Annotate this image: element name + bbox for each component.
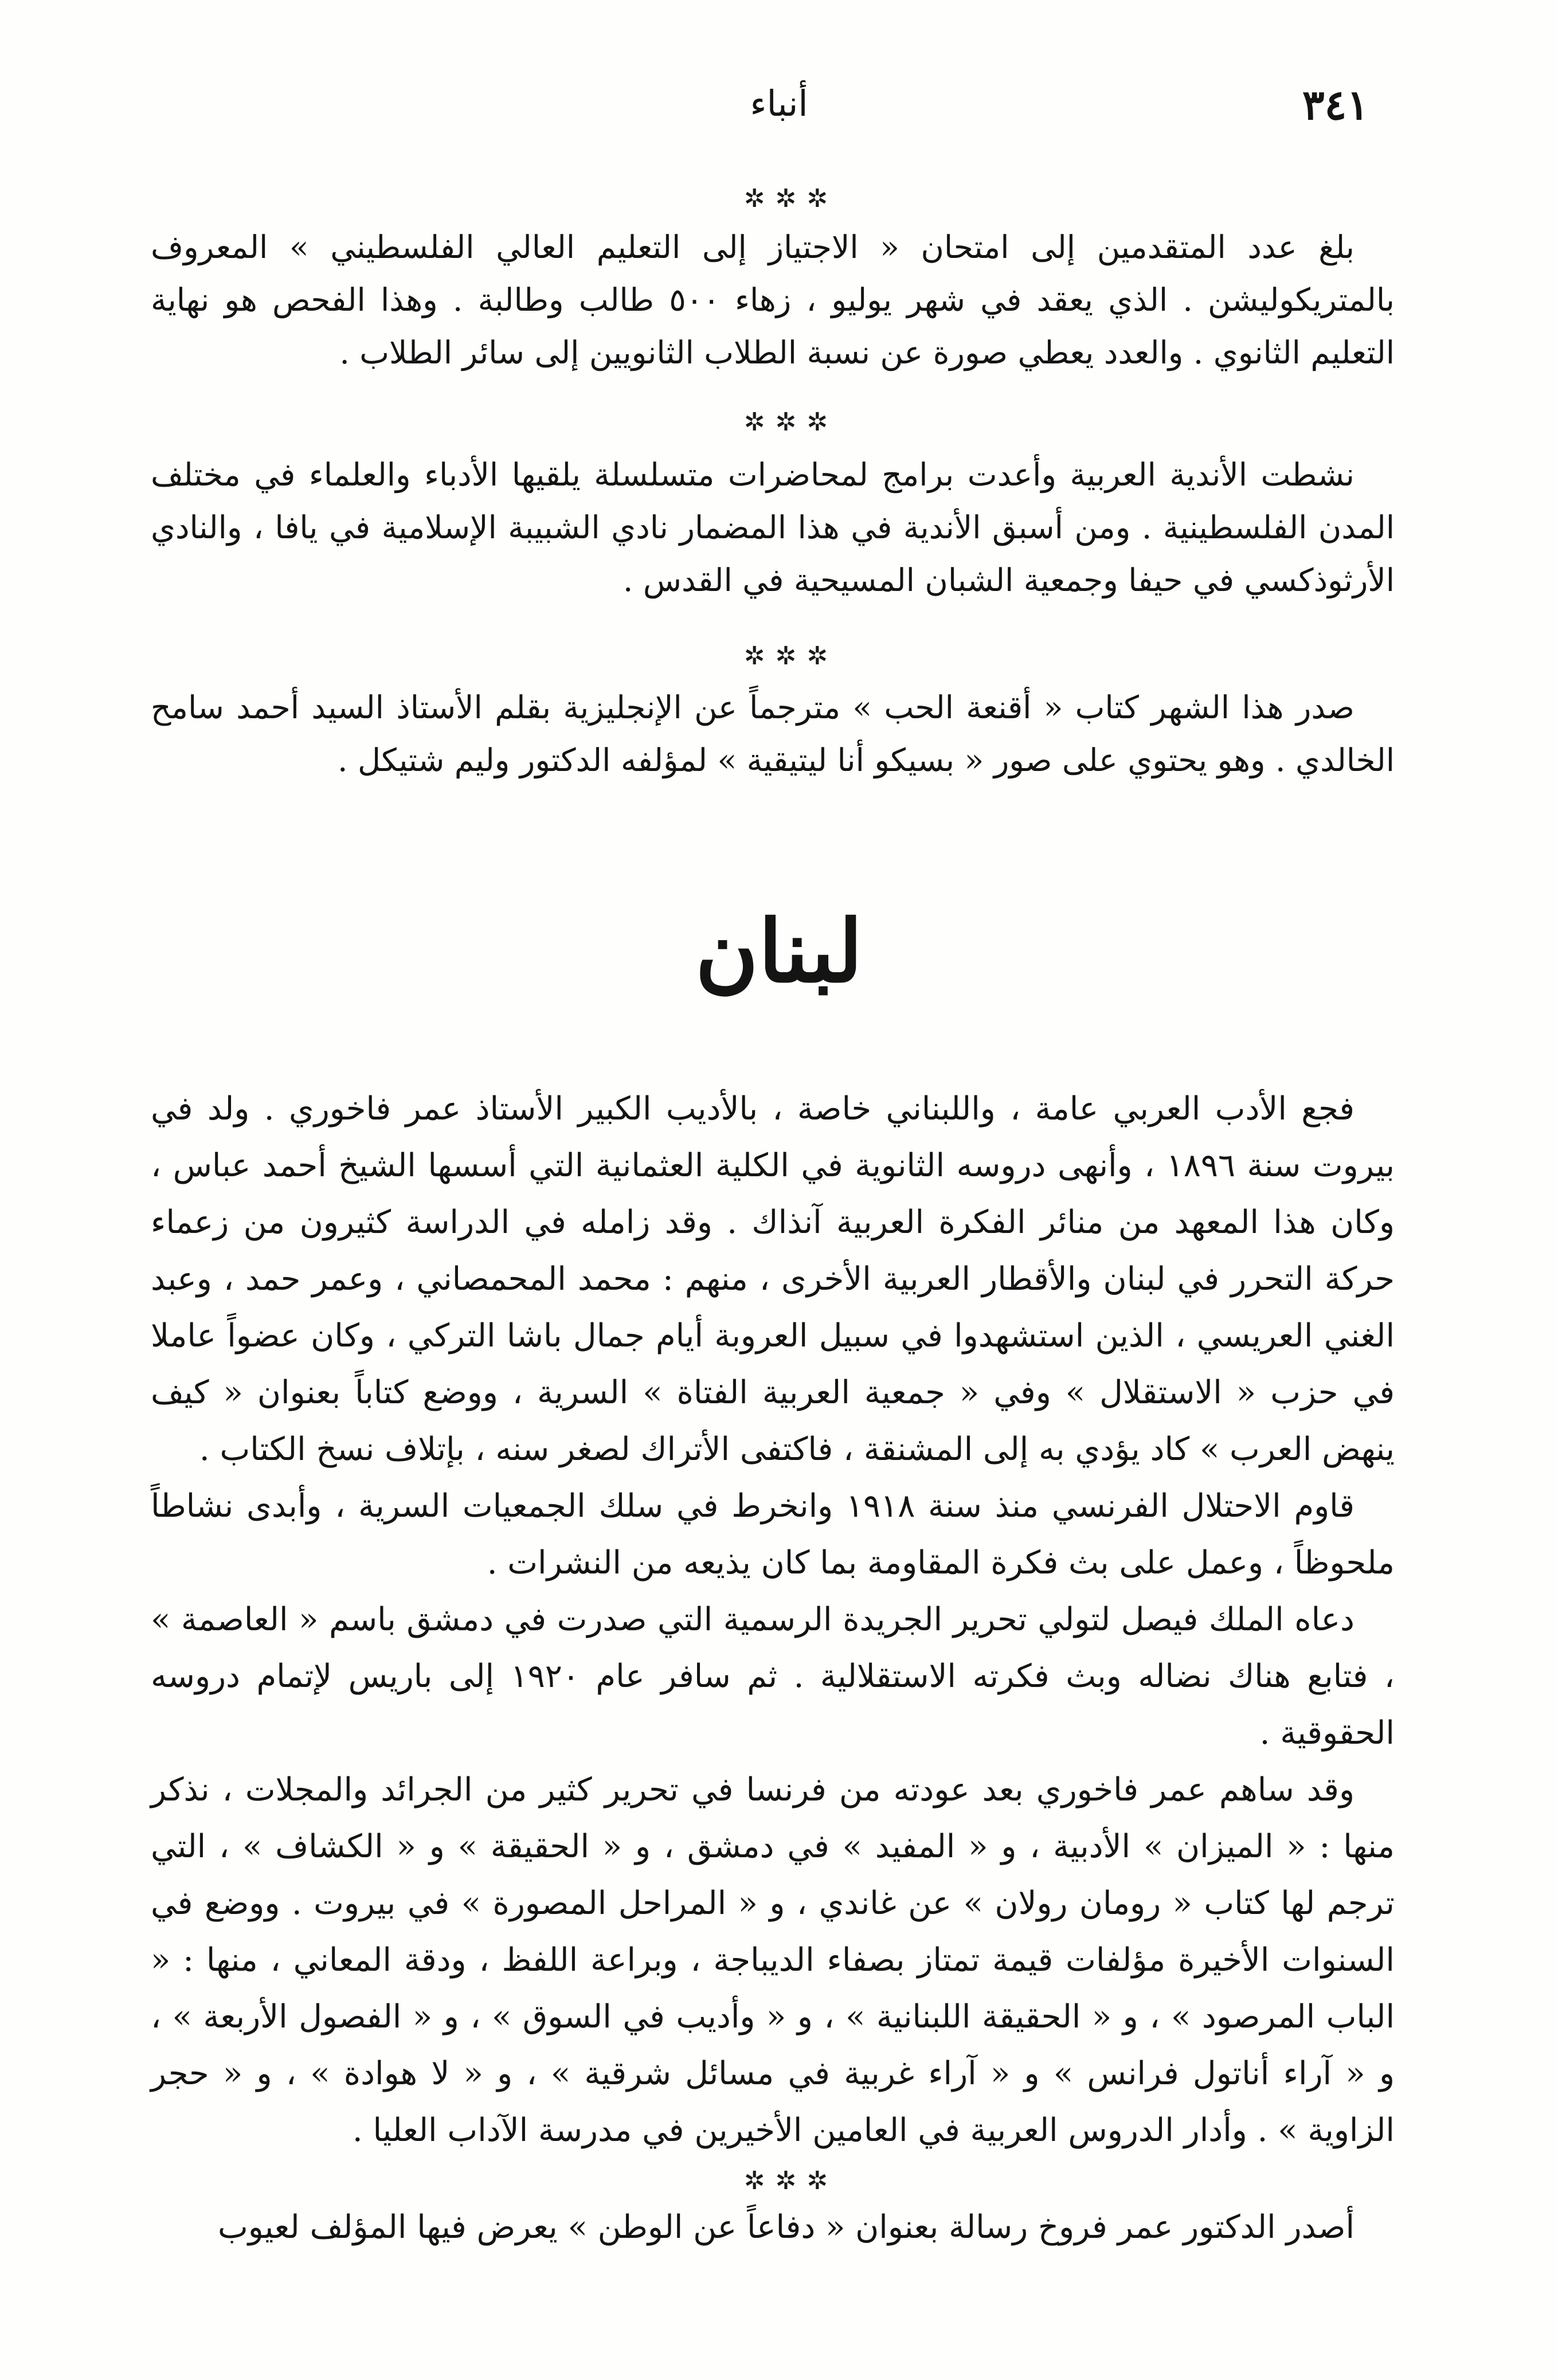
page-header <box>172 75 1386 138</box>
palestine-news-item-3 <box>151 681 1395 786</box>
paragraph: بلغ عدد المتقدمين إلى امتحان « الاجتياز إلى التعليم العالي الفلسطيني » المعروف بالمتريكوليشن . الذي يعقد في شهر يوليو ، زهاء ٥٠٠ طالب وطالبة . وهذا الفحص هو نهاية التعليم الثانوي . والعدد يعطي صورة عن نسبة الطلاب الثانويين إلى سائر الطلاب . <box>151 229 1395 371</box>
lebanon-news-item-2 <box>151 2201 1395 2254</box>
palestine-news-item-1 <box>151 221 1395 379</box>
palestine-news-item-2 <box>151 448 1395 606</box>
section-separator: ✲✲✲ <box>743 408 839 437</box>
paragraph: قاوم الاحتلال الفرنسي منذ سنة ١٩١٨ وانخرط في سلك الجمعيات السرية ، وأبدى نشاطاً ملحوظاً ، وعمل على بث فكرة المقاومة بما كان يذيعه من النشرات . <box>151 1488 1395 1582</box>
running-title: أنباء <box>750 83 808 124</box>
page-number: ٣٤١ <box>1302 80 1369 129</box>
section-separator: ✲✲✲ <box>743 2166 839 2195</box>
paragraph: نشطت الأندية العربية وأعدت برامج لمحاضرات متسلسلة يلقيها الأدباء والعلماء في مختلف المدن الفلسطينية . ومن أسبق الأندية في هذا المضمار نادي الشبيبة الإسلامية في يافا ، والنادي الأرثوذكسي في حيفا وجمعية الشبان المسيحية في القدس . <box>151 456 1395 598</box>
lebanon-news-section <box>151 1081 1395 2159</box>
paragraph: وقد ساهم عمر فاخوري بعد عودته من فرنسا في تحرير كثير من الجرائد والمجلات ، نذكر منها : « الميزان » الأدبية ، و « المفيد » في دمشق ، و « الحقيقة » و « الكشاف » ، التي ترجم لها كتاب « رومان رولان » عن غاندي ، و « المراحل المصورة » في بيروت . ووضع في السنوات الأخيرة مؤلفات قيمة تمتاز بصفاء الديباجة ، وبراعة اللفظ ، ودقة المعاني ، منها : « الباب المرصود » ، و « الحقيقة اللبنانية » ، و « وأديب في السوق » ، و « الفصول الأربعة » ، و « آراء أناتول فرانس » و « آراء غربية في مسائل شرقية » ، و « لا هوادة » ، و « حجر الزاوية » . وأدار الدروس العربية في العامين الأخيرين في مدرسة الآداب العليا . <box>151 1771 1395 2149</box>
paragraph: أصدر الدكتور عمر فروخ رسالة بعنوان « دفاعاً عن الوطن » يعرض فيها المؤلف لعيوب <box>218 2209 1355 2246</box>
section-heading-lebanon: لبنان <box>695 901 863 1002</box>
paragraph: فجع الأدب العربي عامة ، واللبناني خاصة ، بالأديب الكبير الأستاذ عمر فاخوري . ولد في بيروت سنة ١٨٩٦ ، وأنهى دروسه الثانوية في الكلية العثمانية التي أسسها الشيخ أحمد عباس ، وكان هذا المعهد من منائر الفكرة العربية آنذاك . وقد زامله في الدراسة كثيرون من زعماء حركة التحرر في لبنان والأقطار العربية الأخرى ، منهم : محمد المحمصاني ، وعمر حمد ، وعبد الغني العريسي ، الذين استشهدوا في سبيل العروبة أيام جمال باشا التركي ، وكان عضواً عاملا في حزب « الاستقلال » وفي « جمعية العربية الفتاة » السرية ، ووضع كتاباً بعنوان « كيف ينهض العرب » كاد يؤدي به إلى المشنقة ، فاكتفى الأتراك لصغر سنه ، بإتلاف نسخ الكتاب . <box>151 1090 1395 1468</box>
section-separator: ✲✲✲ <box>743 641 839 671</box>
paragraph: دعاه الملك فيصل لتولي تحرير الجريدة الرسمية التي صدرت في دمشق باسم « العاصمة » ، فتابع هناك نضاله وبث فكرته الاستقلالية . ثم سافر عام ١٩٢٠ إلى باريس لإتمام دروسه الحقوقية . <box>151 1601 1395 1752</box>
paragraph: صدر هذا الشهر كتاب « أقنعة الحب » مترجماً عن الإنجليزية بقلم الأستاذ السيد أحمد سامح الخالدي . وهو يحتوي على صور « بسيكو أنا ليتيقية » لمؤلفه الدكتور وليم شتيكل . <box>151 689 1395 778</box>
section-separator: ✲✲✲ <box>743 184 839 213</box>
